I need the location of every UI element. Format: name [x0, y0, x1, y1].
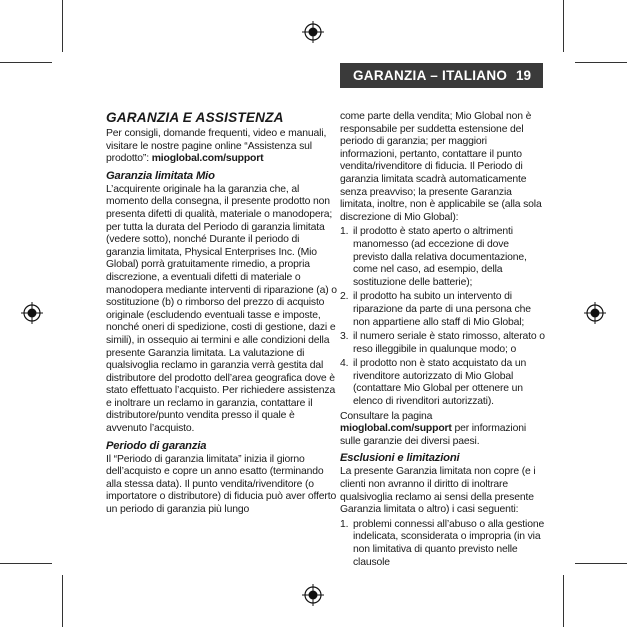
exclusions-paragraph: La presente Garanzia limitata non copre (e i clienti non avranno il diritto di inoltrare qualsivoglia reclamo ai sensi della presente Garanzia limitata o altro) i casi seguenti: [340, 466, 536, 516]
registration-mark-right-icon [584, 302, 606, 324]
warranty-period-paragraph: Il “Periodo di garanzia limitata” inizia il giorno dell’acquisto e copre un anno esatto (terminando alla stessa data). Il punto vendita/rivenditore (o importatore o distributore) di fiducia può aver offerto un periodo di garanzia più lungo [106, 453, 337, 516]
registration-mark-left-icon [21, 302, 43, 324]
crop-mark-top-right-v [563, 0, 564, 52]
list-text: problemi connessi all’abuso o alla gestione indelicata, sconsiderata o impropria (in via non limitativa di quanto previsto nelle clausole [353, 518, 545, 568]
crop-mark-top-left-v [62, 0, 63, 52]
registration-mark-bottom-icon [302, 584, 324, 606]
crop-mark-bottom-left-v [62, 575, 63, 627]
crop-mark-top-left-h [0, 62, 52, 63]
list-number: 1. [340, 518, 349, 530]
main-title: GARANZIA E ASSISTENZA [106, 110, 284, 125]
list-text: il prodotto ha subito un intervento di riparazione da parte di una persona che non appartiene allo staff di Mio Global; [353, 291, 531, 328]
header-title: GARANZIA – ITALIANO [353, 68, 508, 83]
list-text: il prodotto è stato aperto o altrimenti manomesso (ad eccezione di dove previsto dalla relativa documentazione, come nel caso, ad esempio, della sostituzione delle batterie); [353, 226, 527, 288]
crop-mark-bottom-right-v [563, 575, 564, 627]
list-text: il prodotto non è stato acquistato da un rivenditore autorizzato di Mio Global (contattare Mio Global per ottenere un elenco di rivenditori autorizzati). [353, 358, 527, 408]
page-number: 19 [515, 68, 531, 83]
country-text-suffix: per informazioni sulle garanzie dei diversi paesi. [340, 423, 526, 447]
limited-warranty-paragraph: L’acquirente originale ha la garanzia che, al momento della consegna, il presente prodotto non presenta difetti di qualità, materiale o manodopera; per tutta la durata del Periodo di garanzia limitata (vedere sotto), nonché Durante il periodo di garanzia limitata, Physical Enterprises Inc. (Mio Global) porrà gratuitamente rimedio, a propria discrezione, a eventuali difetti di materiale o manodopera mediante interventi di riparazione (a) o sostituzione (b) o rimborso del prezzo di acquisto originale (escludendo eventuali tasse e imposte, nonché oneri di spedizione, costi di gestione, dazi e simili), in ossequio ai termini e alle condizioni della presente Garanzia limitata. La valutazione di qualsivoglia reclamo in garanzia verrà gestita dal distributore del prodotto dell’area geografica dove è stato effettuato l’acquisto. Per richiedere assistenza e inoltrare un reclamo in garanzia, contattare il distributore/punto vendita presso il quale è avvenuto l’acquisto. [106, 183, 337, 435]
intro-paragraph [106, 128, 338, 166]
exclusion-conditions-list [340, 226, 545, 408]
support-link[interactable]: mioglobal.com/support [151, 153, 264, 165]
list-item [340, 358, 545, 408]
list-number: 4. [340, 358, 349, 370]
section-heading-warranty-period: Periodo di garanzia [106, 439, 207, 452]
list-item [340, 226, 545, 289]
section-heading-exclusions: Esclusioni e limitazioni [340, 452, 460, 465]
list-item [340, 331, 545, 356]
support-link-2[interactable]: mioglobal.com/support [340, 423, 452, 435]
list-number: 2. [340, 291, 349, 303]
exclusions-list [340, 519, 545, 569]
left-column [106, 110, 338, 517]
country-text-prefix: Consultare la pagina [340, 410, 433, 422]
section-heading-limited-warranty: Garanzia limitata Mio [106, 169, 215, 182]
intro-text: Per consigli, domande frequenti, video e manuali, visitare le nostre pagine online “Assistenza sul prodotto”: [106, 128, 327, 165]
crop-mark-top-right-h [575, 62, 627, 63]
crop-mark-bottom-right-h [575, 563, 627, 564]
list-item [340, 291, 545, 329]
list-item [340, 519, 545, 569]
list-text: il numero seriale è stato rimosso, alterato o reso illeggibile in qualunque modo; o [353, 331, 545, 355]
country-warranty-paragraph [340, 411, 545, 449]
list-number: 1. [340, 226, 349, 238]
right-column [340, 111, 545, 571]
crop-mark-bottom-left-h [0, 563, 52, 564]
continuation-paragraph: come parte della vendita; Mio Global non è responsabile per suddetta estensione del periodo di garanzia; per maggiori informazioni, pertanto, contattare il punto vendita/rivenditore di fiducia. Il Periodo di garanzia limitata scadrà automaticamente senza preavviso; la presente Garanzia limitata, inoltre, non è applicabile se (alla sola discrezione di Mio Global): [340, 111, 542, 223]
registration-mark-top-icon [302, 21, 324, 43]
list-number: 3. [340, 331, 349, 343]
page-header [340, 63, 543, 88]
